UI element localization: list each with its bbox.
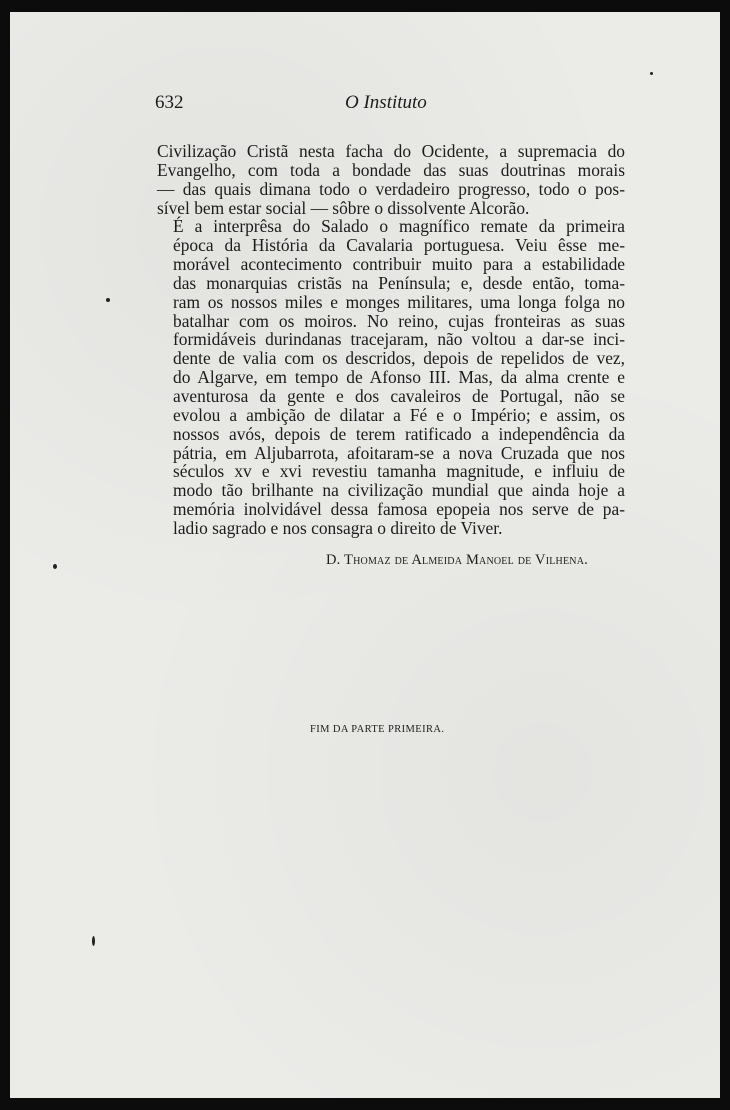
- page-sheet: [10, 12, 720, 1098]
- running-header: [155, 92, 620, 118]
- text-line: sível bem estar social — sôbre o dissolvente Alcorão.: [157, 197, 530, 218]
- text-line: época da História da Cavalaria portuguesa. Veiu êsse me-: [173, 235, 625, 256]
- paragraph-2: [157, 217, 625, 537]
- text-line: aventurosa da gente e dos cavaleiros de Portugal, não se: [173, 385, 625, 406]
- text-line: Civilização Cristã nesta facha do Ocidente, a supremacia do: [157, 141, 625, 161]
- text-line: evolou a ambição de dilatar a Fé e o Império; e assim, os: [173, 404, 625, 425]
- text-line: séculos xv e xvi revestiu tamanha magnitude, e influiu de: [173, 461, 625, 482]
- text-line: — das quais dimana todo o verdadeiro progresso, todo o pos-: [157, 178, 625, 199]
- text-line: modo tão brilhante na civilização mundial que ainda hoje a: [173, 480, 625, 501]
- text-line: das monarquias cristãs na Península; e, desde então, toma-: [173, 272, 625, 293]
- author-signature: D. Thomaz de Almeida Manoel de Vilhena.: [326, 552, 588, 568]
- text-line: nossos avós, depois de terem ratificado a independência da: [173, 423, 625, 444]
- text-line: morável acontecimento contribuir muito para a estabilidade: [173, 254, 625, 275]
- paragraph-1: [157, 142, 625, 217]
- page-number: 632: [155, 92, 184, 113]
- text-line: ladio sagrado e nos consagra o direito de Viver.: [173, 517, 503, 538]
- text-line: batalhar com os moiros. No reino, cujas fronteiras as suas: [173, 310, 625, 331]
- text-line: Evangelho, com toda a bondade das suas doutrinas morais: [157, 159, 625, 180]
- text-line: formidáveis durindanas tracejaram, não voltou a dar-se inci-: [173, 329, 625, 350]
- text-line: memória inolvidável dessa famosa epopeia nos serve de pa-: [173, 499, 625, 520]
- body-text: [157, 142, 625, 538]
- running-title: O Instituto: [345, 92, 427, 113]
- text-line: dente de valia com os descridos, depois de repelidos de vez,: [173, 348, 625, 369]
- text-line: É a interprêsa do Salado o magnífico remate da primeira: [173, 216, 625, 237]
- text-line: do Algarve, em tempo de Afonso III. Mas, da alma crente e: [173, 367, 625, 388]
- end-of-part-colophon: FIM DA PARTE PRIMEIRA.: [310, 724, 445, 735]
- ink-speck: [650, 72, 653, 75]
- ink-speck: [106, 298, 110, 302]
- text-line: ram os nossos miles e monges militares, uma longa folga no: [173, 291, 625, 312]
- ink-speck: [92, 936, 95, 946]
- ink-speck: [53, 564, 57, 569]
- text-line: pátria, em Aljubarrota, afoitaram-se a nova Cruzada que nos: [173, 442, 625, 463]
